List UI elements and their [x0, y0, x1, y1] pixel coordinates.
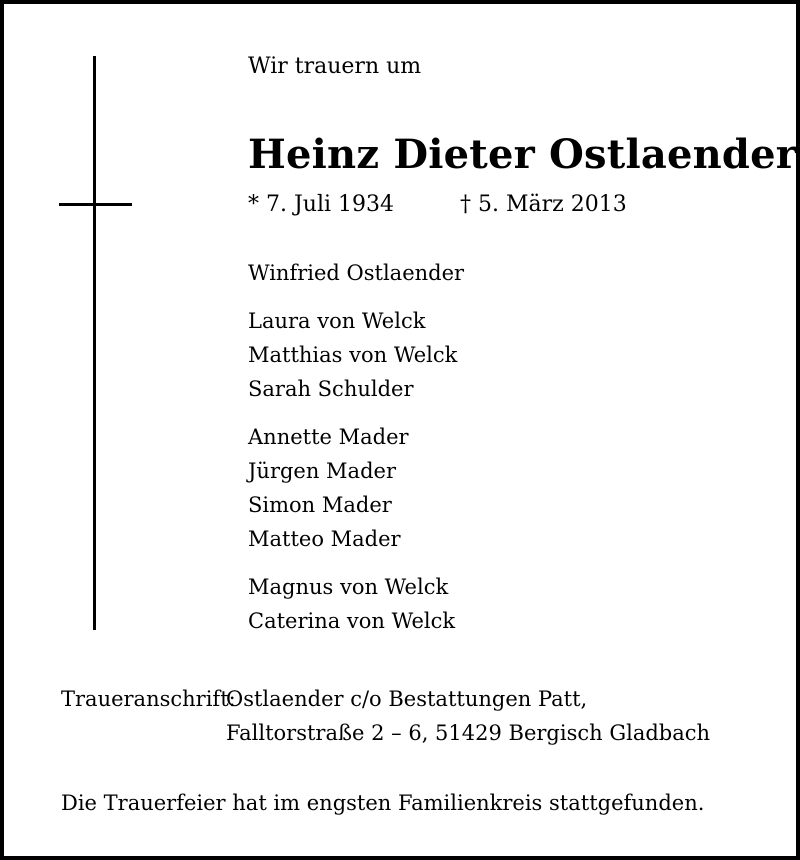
cross-horizontal-bar — [59, 203, 132, 206]
mourner-name: Laura von Welck — [248, 309, 426, 333]
mourner-name: Matthias von Welck — [248, 343, 458, 367]
cross-vertical-bar — [93, 56, 96, 630]
mourner-name: Sarah Schulder — [248, 377, 414, 401]
address-label: Traueranschrift: — [61, 687, 236, 711]
deceased-name: Heinz Dieter Ostlaender — [248, 131, 797, 178]
mourner-name: Matteo Mader — [248, 527, 401, 551]
address-line-1: Ostlaender c/o Bestattungen Patt, — [226, 687, 588, 711]
address-line-2: Falltorstraße 2 – 6, 51429 Bergisch Gladbach — [226, 721, 711, 745]
mourner-name: Annette Mader — [248, 425, 409, 449]
mourner-name: Simon Mader — [248, 493, 392, 517]
funeral-note: Die Trauerfeier hat im engsten Familienkreis stattgefunden. — [61, 791, 705, 815]
intro-text: Wir trauern um — [248, 54, 422, 79]
death-date: † 5. März 2013 — [460, 192, 627, 217]
mourner-name: Caterina von Welck — [248, 609, 456, 633]
birth-date: * 7. Juli 1934 — [248, 192, 395, 217]
mourner-name: Jürgen Mader — [248, 459, 396, 483]
mourner-name: Winfried Ostlaender — [248, 261, 465, 285]
mourner-name: Magnus von Welck — [248, 575, 449, 599]
